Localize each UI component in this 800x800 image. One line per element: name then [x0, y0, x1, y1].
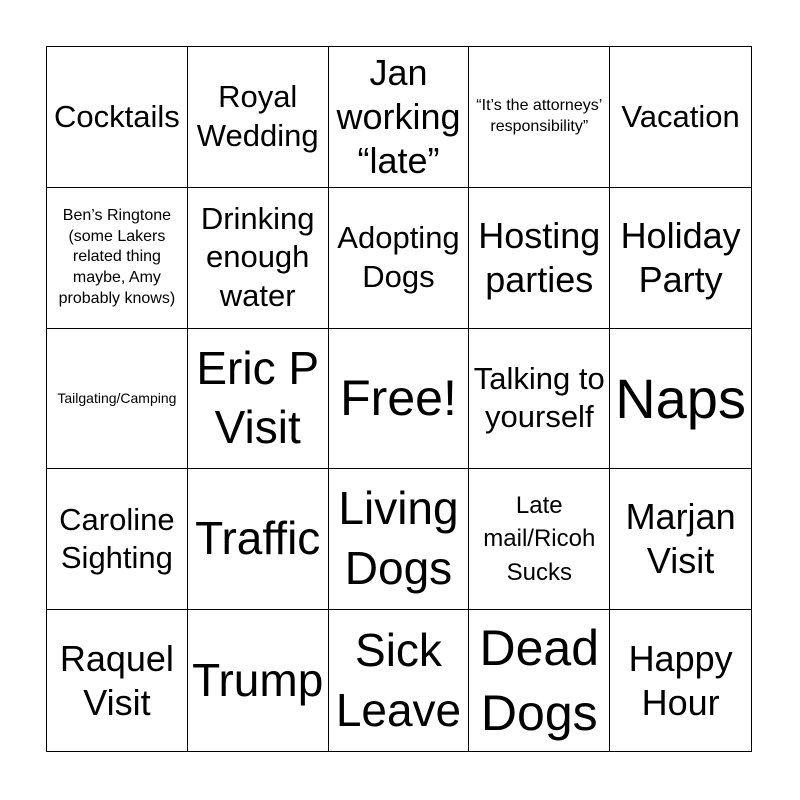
bingo-cell[interactable] — [469, 469, 610, 610]
cell-label: Trump — [192, 653, 324, 706]
bingo-cell[interactable] — [610, 469, 751, 610]
cell-label: Caroline Sighting — [59, 501, 175, 576]
bingo-cell[interactable] — [469, 610, 610, 751]
cell-label: Traffic — [195, 512, 321, 565]
bingo-cell[interactable] — [469, 188, 610, 329]
free-space-cell[interactable] — [329, 329, 470, 470]
cell-label: Adopting Dogs — [337, 219, 460, 294]
bingo-cell[interactable] — [329, 610, 470, 751]
cell-label: Sick Leave — [335, 623, 462, 736]
cell-label: Raquel Visit — [59, 637, 174, 723]
bingo-cell[interactable] — [610, 329, 751, 470]
cell-label: Vacation — [621, 98, 740, 134]
bingo-cell[interactable] — [329, 47, 470, 188]
cell-label: Eric P Visit — [196, 341, 320, 454]
cell-label: Talking to yourself — [473, 360, 605, 435]
bingo-cell[interactable] — [188, 610, 329, 751]
cell-label: Holiday Party — [620, 214, 741, 300]
bingo-cell[interactable] — [47, 610, 188, 751]
cell-label: Late mail/Ricoh Sucks — [483, 491, 596, 587]
cell-label: Cocktails — [54, 98, 180, 134]
cell-label: Jan working “late” — [336, 52, 461, 181]
cell-label: Hosting parties — [478, 214, 601, 300]
bingo-cell[interactable] — [47, 47, 188, 188]
bingo-cell[interactable] — [188, 188, 329, 329]
cell-label: Dead Dogs — [479, 619, 600, 741]
cell-label: Tailgating/Camping — [57, 390, 177, 407]
cell-label: Marjan Visit — [625, 496, 736, 582]
cell-label: Ben’s Ringtone (some Lakers related thing maybe, Amy probably knows) — [58, 206, 176, 307]
cell-label: Living Dogs — [338, 482, 459, 595]
bingo-cell[interactable] — [610, 188, 751, 329]
bingo-cell[interactable] — [329, 469, 470, 610]
cell-label: Naps — [615, 366, 746, 430]
cell-label: Royal Wedding — [196, 79, 319, 153]
bingo-cell[interactable] — [47, 188, 188, 329]
bingo-cell[interactable] — [188, 469, 329, 610]
bingo-cell[interactable] — [610, 610, 751, 751]
bingo-board — [46, 46, 752, 752]
bingo-cell[interactable] — [610, 47, 751, 188]
cell-label: Happy Hour — [628, 637, 733, 723]
cell-label: “It’s the attorneys’ responsibility” — [476, 97, 603, 135]
bingo-cell[interactable] — [188, 329, 329, 470]
free-space-label: Free! — [340, 369, 457, 426]
bingo-cell[interactable] — [329, 188, 470, 329]
bingo-cell[interactable] — [469, 329, 610, 470]
bingo-cell[interactable] — [469, 47, 610, 188]
bingo-cell[interactable] — [47, 469, 188, 610]
cell-label: Drinking enough water — [200, 200, 315, 314]
bingo-cell[interactable] — [47, 329, 188, 470]
bingo-cell[interactable] — [188, 47, 329, 188]
